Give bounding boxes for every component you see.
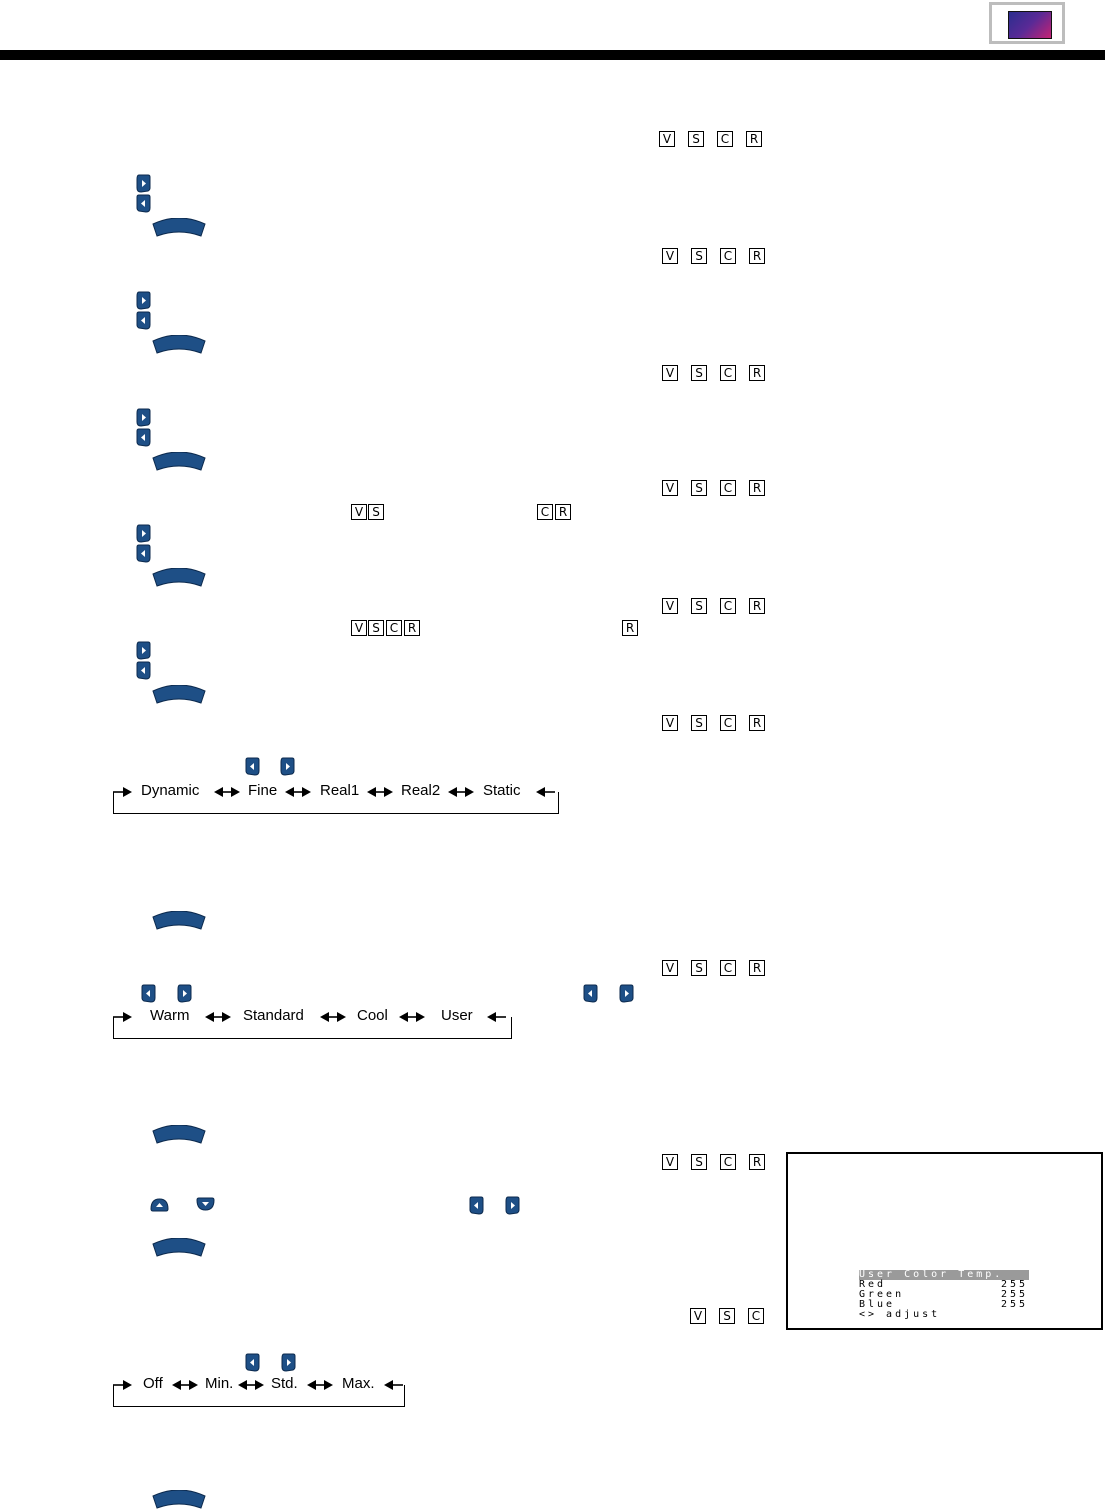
enter-button-icon (151, 452, 207, 472)
noise-flow-arrow (172, 1380, 198, 1390)
color-temp-flow-item: User (441, 1007, 473, 1024)
left-button-icon (136, 544, 151, 563)
noise-flow-item: Max. (342, 1375, 375, 1392)
osd-row-red-label: Red (859, 1279, 887, 1290)
color-temp-flow-item: Warm (150, 1007, 190, 1024)
section-5-mode-s-icon: S (691, 598, 707, 614)
section-1-mode-r-icon: R (746, 131, 762, 147)
section-5-mode-v-icon: V (662, 598, 678, 614)
osd-row-blue-label: Blue (859, 1299, 896, 1310)
right-button-icon (505, 1196, 520, 1215)
inline-b-mode-s-icon: S (368, 620, 384, 636)
right-button-icon (136, 174, 151, 193)
left-button-icon (136, 194, 151, 213)
section-3-mode-c-icon: C (720, 365, 736, 381)
gamma-flow-item: Static (483, 782, 521, 799)
color-temp-flow-arrow (320, 1012, 346, 1022)
gamma-flow-item: Real2 (401, 782, 441, 799)
osd-title: User Color Temp. (859, 1270, 1029, 1280)
enter-button-icon (151, 1490, 207, 1510)
noise-flow-item: Std. (271, 1375, 298, 1392)
gamma-flow-arrow (448, 787, 474, 797)
section-7-mode-v-icon: V (662, 960, 678, 976)
osd-row-red-value: 255 (1001, 1279, 1029, 1290)
section-3-mode-v-icon: V (662, 365, 678, 381)
right-button-icon (136, 641, 151, 660)
right-button-icon (136, 524, 151, 543)
inline-a-mode-c-icon: C (537, 504, 553, 520)
section-7-mode-s-icon: S (691, 960, 707, 976)
left-button-icon (583, 984, 598, 1003)
inline-b-mode-v-icon: V (351, 620, 367, 636)
section-4-mode-r-icon: R (749, 480, 765, 496)
osd-user-color-temp-panel (786, 1152, 1103, 1330)
inline-a-mode-s-icon: S (368, 504, 384, 520)
section-5-mode-r-icon: R (749, 598, 765, 614)
section-6-mode-s-icon: S (691, 715, 707, 731)
section-6-mode-r-icon: R (749, 715, 765, 731)
gamma-flow-item: Dynamic (141, 782, 200, 799)
left-button-icon (141, 984, 156, 1003)
right-button-icon (619, 984, 634, 1003)
enter-button-icon (151, 1125, 207, 1145)
noise-flow-end-arrow (383, 1380, 403, 1390)
enter-button-icon (151, 218, 207, 238)
left-button-icon (245, 1353, 260, 1372)
left-button-icon (136, 311, 151, 330)
section-6-mode-c-icon: C (720, 715, 736, 731)
noise-flow-arrow (238, 1380, 264, 1390)
down-button-icon (196, 1197, 215, 1212)
inline-a-mode-r-icon: R (555, 504, 571, 520)
section-1-mode-v-icon: V (659, 131, 675, 147)
gamma-flow-item: Real1 (320, 782, 360, 799)
gamma-flow-end-arrow (535, 787, 555, 797)
osd-row-blue-value: 255 (1001, 1299, 1029, 1310)
enter-button-icon (151, 911, 207, 931)
section-3-mode-r-icon: R (749, 365, 765, 381)
section-4-mode-s-icon: S (691, 480, 707, 496)
color-temp-flow-arrow (205, 1012, 231, 1022)
enter-button-icon (151, 1238, 207, 1258)
osd-row-green-value: 255 (1001, 1289, 1029, 1300)
right-button-icon (136, 291, 151, 310)
inline-b-mode-c-icon: C (386, 620, 402, 636)
left-button-icon (469, 1196, 484, 1215)
gamma-flow-arrow (285, 787, 311, 797)
section-8-mode-r-icon: R (749, 1154, 765, 1170)
noise-flow-item: Off (143, 1375, 163, 1392)
noise-flow-item: Min. (205, 1375, 234, 1392)
up-button-icon (150, 1197, 169, 1212)
right-button-icon (136, 408, 151, 427)
color-temp-flow-start-arrow (113, 1012, 133, 1022)
section-7-mode-r-icon: R (749, 960, 765, 976)
color-temp-flow-item: Cool (357, 1007, 388, 1024)
section-3-mode-s-icon: S (691, 365, 707, 381)
enter-button-icon (151, 568, 207, 588)
enter-button-icon (151, 335, 207, 355)
section-9-mode-c-icon: C (748, 1308, 764, 1324)
picture-thumbnail-icon (1008, 11, 1052, 39)
section-2-mode-r-icon: R (749, 248, 765, 264)
color-temp-flow-end-arrow (486, 1012, 506, 1022)
section-1-mode-s-icon: S (688, 131, 704, 147)
inline-a-mode-v-icon: V (351, 504, 367, 520)
section-1-mode-c-icon: C (717, 131, 733, 147)
left-button-icon (136, 428, 151, 447)
section-9-mode-v-icon: V (690, 1308, 706, 1324)
osd-hint: <> adjust (859, 1309, 941, 1320)
right-button-icon (280, 757, 295, 776)
section-6-mode-v-icon: V (662, 715, 678, 731)
inline-b-mode-r-icon: R (404, 620, 420, 636)
section-2-mode-c-icon: C (720, 248, 736, 264)
noise-flow-arrow (307, 1380, 333, 1390)
color-temp-flow-arrow (399, 1012, 425, 1022)
right-button-icon (281, 1353, 296, 1372)
enter-button-icon (151, 685, 207, 705)
section-5-mode-c-icon: C (720, 598, 736, 614)
left-button-icon (136, 661, 151, 680)
header-rule (0, 50, 1105, 60)
section-2-mode-v-icon: V (662, 248, 678, 264)
section-4-mode-v-icon: V (662, 480, 678, 496)
section-8-mode-c-icon: C (720, 1154, 736, 1170)
noise-flow-start-arrow (113, 1380, 133, 1390)
picture-thumbnail (989, 2, 1065, 44)
section-8-mode-v-icon: V (662, 1154, 678, 1170)
section-7-mode-c-icon: C (720, 960, 736, 976)
osd-row-green-label: Green (859, 1289, 905, 1300)
gamma-flow-item: Fine (248, 782, 278, 799)
color-temp-flow-item: Standard (243, 1007, 304, 1024)
section-8-mode-s-icon: S (691, 1154, 707, 1170)
section-9-mode-s-icon: S (719, 1308, 735, 1324)
inline-b-mode-r2-icon: R (622, 620, 638, 636)
gamma-flow-start-arrow (113, 787, 133, 797)
section-4-mode-c-icon: C (720, 480, 736, 496)
left-button-icon (245, 757, 260, 776)
gamma-flow-arrow (367, 787, 393, 797)
right-button-icon (177, 984, 192, 1003)
section-2-mode-s-icon: S (691, 248, 707, 264)
gamma-flow-arrow (214, 787, 240, 797)
